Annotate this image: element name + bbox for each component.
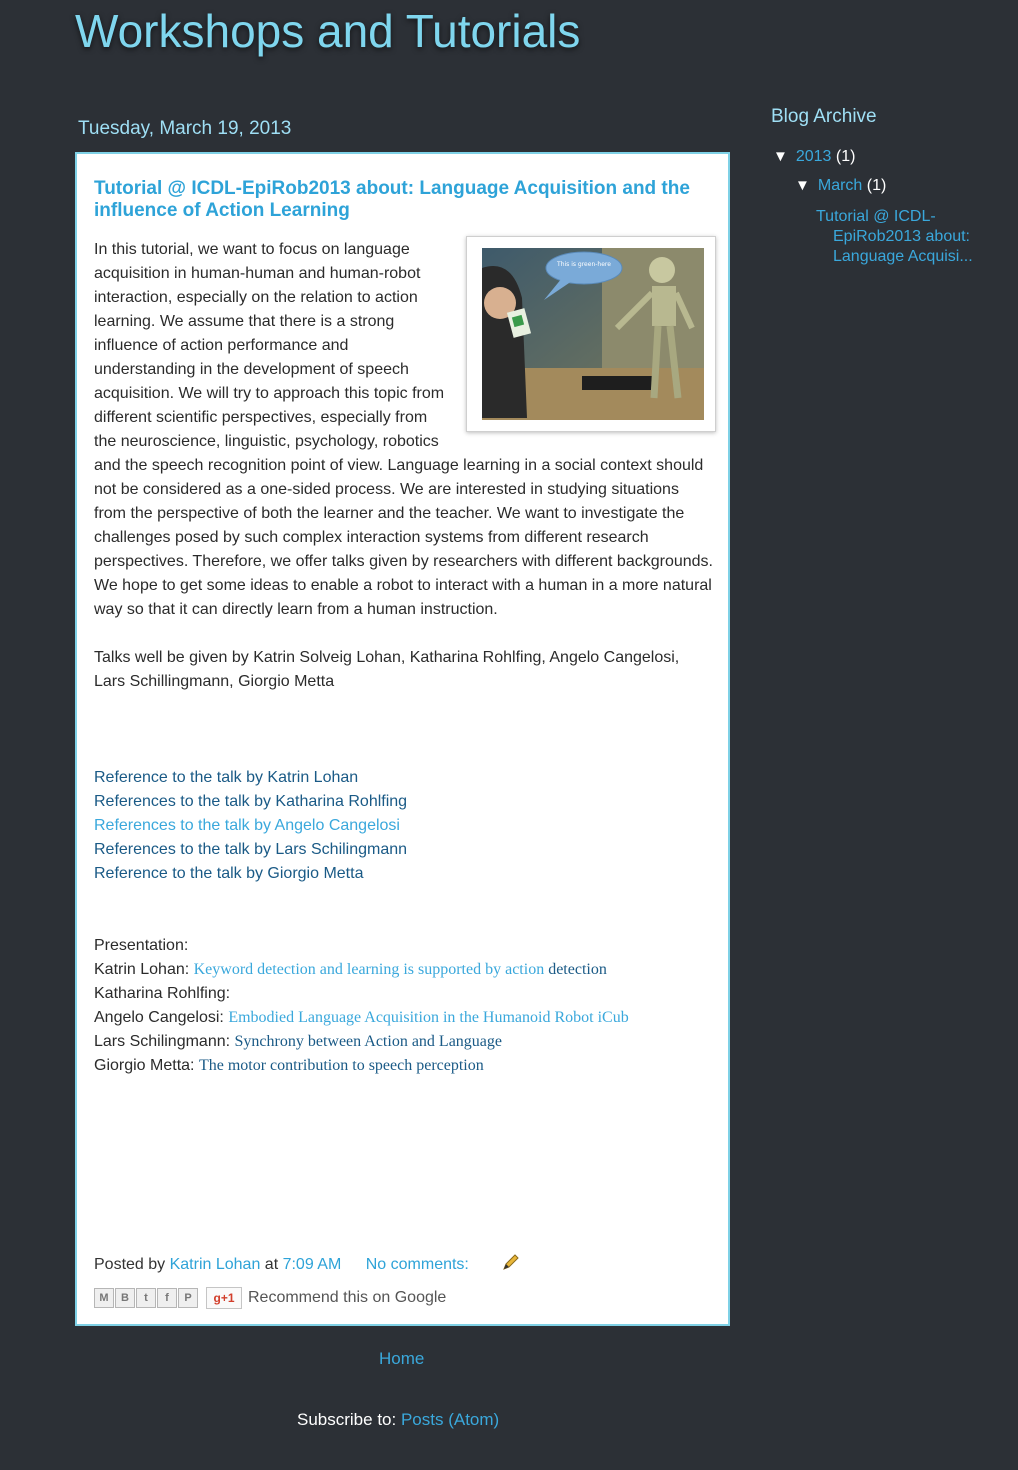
presenter-label: Angelo Cangelosi:: [94, 1009, 229, 1026]
reference-link-metta[interactable]: Reference to the talk by Giorgio Metta: [94, 865, 364, 882]
presentation-link-schilingmann[interactable]: Synchrony between Action and Language: [234, 1033, 502, 1050]
presentation-link-lohan-tail[interactable]: detection: [544, 961, 607, 978]
twitter-share-icon[interactable]: t: [136, 1288, 156, 1308]
home-link[interactable]: Home: [379, 1349, 425, 1368]
email-share-icon[interactable]: M: [94, 1288, 114, 1308]
presentation-list: [94, 934, 714, 1078]
pinterest-share-icon[interactable]: P: [178, 1288, 198, 1308]
author-link[interactable]: Katrin Lohan: [169, 1256, 261, 1273]
subscribe-label: Subscribe to:: [297, 1410, 401, 1429]
archive-month-count: (1): [862, 177, 887, 194]
archive-year-count: (1): [831, 148, 856, 165]
post-date-header: Tuesday, March 19, 2013: [78, 118, 292, 139]
presentation-link-metta[interactable]: The motor contribution to speech perception: [198, 1057, 484, 1074]
recommend-google-label: Recommend this on Google: [248, 1289, 447, 1306]
posted-by-label: Posted by: [94, 1256, 170, 1273]
archive-month-item: [795, 177, 886, 195]
at-label: at: [260, 1256, 283, 1273]
presentation-item-cangelosi: [94, 1006, 714, 1030]
presentation-link-cangelosi[interactable]: Embodied Language Acquisition in the Humanoid Robot iCub: [228, 1009, 629, 1026]
post-paragraph-speakers: Talks well be given by Katrin Solveig Lohan, Katharina Rohlfing, Angelo Cangelosi, Lars Schillingmann, Giorgio Metta: [94, 649, 680, 690]
archive-month-link[interactable]: March: [817, 177, 863, 194]
reference-link-cangelosi[interactable]: References to the talk by Angelo Cangelosi: [94, 817, 400, 834]
reference-link-schilingmann[interactable]: References to the talk by Lars Schilingmann: [94, 841, 408, 858]
presentation-item-metta: [94, 1054, 714, 1078]
post-paragraph-intro: In this tutorial, we want to focus on language acquisition in human-human and human-robot interaction, especially on the relation to action learning. We assume that there is a strong influence of action performance and understanding in the development of speech acquisition. We will try to approach this topic from different scientific perspectives, especially from the neuroscience, linguistic, psychology, robotics and the speech recognition point of view. Language learning in a social context should not be considered as a one-sided process. We are interested in studying situations from the perspective of both the learner and the teacher. We want to investigate the challenges posed by such complex interaction systems from different research perspectives. Therefore, we offer talks given by researchers with different backgrounds. We hope to get some ideas to enable a robot to interact with a human in a more natural way so that it can directly learn from a human instruction.: [94, 241, 713, 618]
comments-link[interactable]: No comments:: [365, 1256, 469, 1273]
presentation-link-lohan[interactable]: Keyword detection and learning is supported by action: [193, 961, 545, 978]
triangle-down-icon[interactable]: ▼: [795, 177, 810, 194]
archive-year-link[interactable]: 2013: [795, 148, 832, 165]
reference-link-rohlfing[interactable]: References to the talk by Katharina Rohlfing: [94, 793, 408, 810]
timestamp-link[interactable]: 7:09 AM: [282, 1256, 342, 1273]
triangle-down-icon[interactable]: ▼: [773, 148, 788, 165]
bubble-text: This is green-here: [557, 261, 611, 268]
posts-atom-link[interactable]: Posts (Atom): [400, 1410, 500, 1429]
facebook-share-icon[interactable]: f: [157, 1288, 177, 1308]
presenter-label: Katrin Lohan:: [94, 961, 194, 978]
subscribe-line: [297, 1410, 499, 1430]
blog-title[interactable]: Workshops and Tutorials: [75, 5, 581, 57]
robot-interaction-photo: [482, 248, 704, 420]
post-body: [94, 238, 714, 1078]
presentation-item-rohlfing: Katharina Rohlfing:: [94, 985, 231, 1002]
post-content: [94, 178, 714, 1078]
presenter-label: Giorgio Metta:: [94, 1057, 199, 1074]
presentation-item-lohan: [94, 958, 714, 982]
blog-archive-title: Blog Archive: [771, 106, 877, 127]
edit-pencil-icon[interactable]: [501, 1252, 521, 1277]
post-container: [75, 152, 730, 1326]
reference-link-lohan[interactable]: Reference to the talk by Katrin Lohan: [94, 769, 359, 786]
archive-post-link[interactable]: Tutorial @ ICDL-EpiRob2013 about: Language Acquisi...: [816, 208, 973, 265]
reference-links: [94, 766, 714, 886]
archive-year-item: [773, 148, 855, 166]
post-footer: [94, 1252, 521, 1277]
blogthis-share-icon[interactable]: B: [115, 1288, 135, 1308]
share-buttons: [94, 1286, 446, 1310]
post-title[interactable]: Tutorial @ ICDL-EpiRob2013 about: Language Acquisition and the influence of Action Learning: [94, 178, 690, 221]
post-image[interactable]: [466, 236, 716, 432]
google-plus-one-button[interactable]: g+1: [206, 1287, 242, 1309]
presentation-heading: Presentation:: [94, 937, 189, 954]
presenter-label: Lars Schilingmann:: [94, 1033, 235, 1050]
presentation-item-schilingmann: [94, 1030, 714, 1054]
